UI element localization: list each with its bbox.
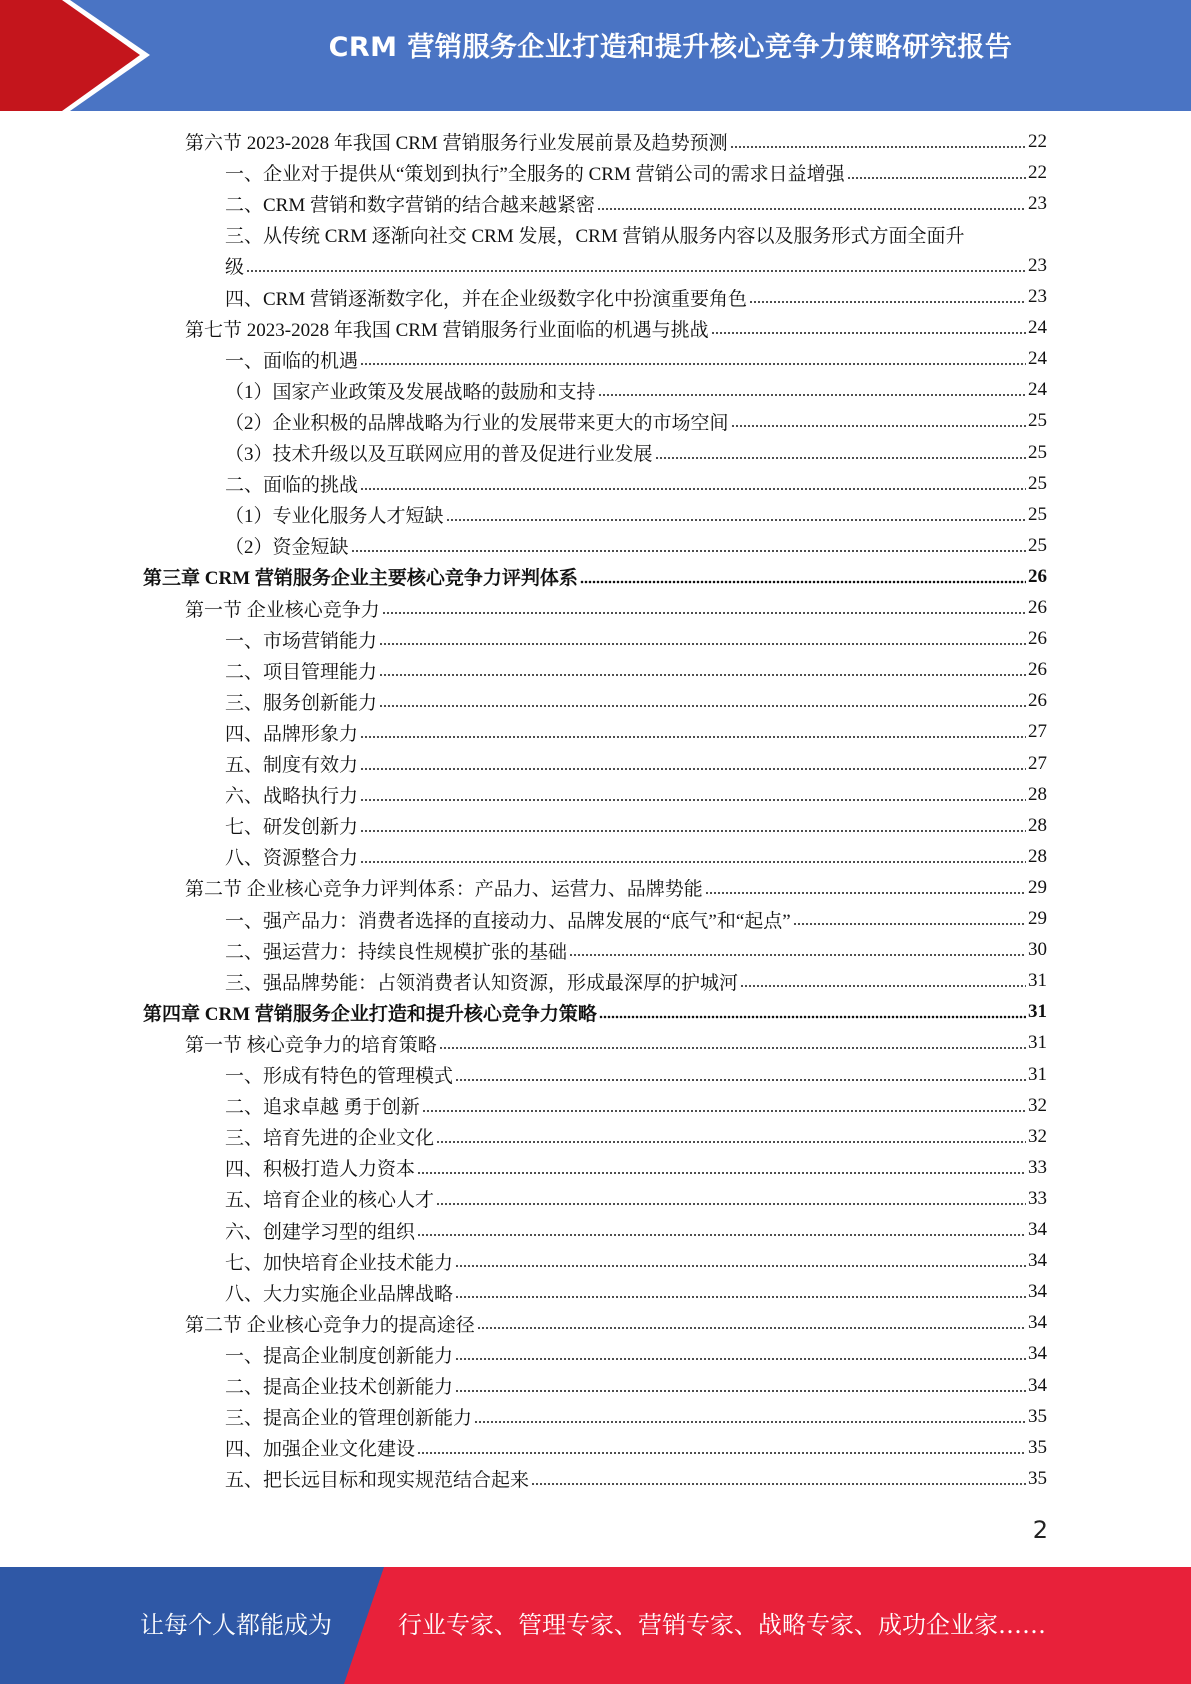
toc-entry-label: 二、提高企业技术创新能力 — [225, 1377, 454, 1398]
toc-entry-page: 25 — [1028, 441, 1047, 463]
toc-entry-page: 29 — [1028, 876, 1047, 898]
toc-entry — [225, 624, 1047, 655]
toc-entry-page: 31 — [1028, 1032, 1047, 1054]
toc-entry-page: 23 — [1028, 254, 1047, 276]
toc-dot-leader — [711, 329, 1026, 337]
toc-entry-label: 二、面临的挑战 — [225, 475, 359, 497]
toc-dot-leader — [360, 360, 1026, 368]
toc-entry — [225, 344, 1047, 375]
toc-dot-leader — [474, 1418, 1026, 1426]
toc-dot-leader — [417, 1449, 1026, 1457]
toc-dot-leader — [477, 1324, 1026, 1332]
toc-entry-label: 第三章 CRM 营销服务企业主要核心竞争力评判体系 — [143, 568, 578, 590]
toc-entry-page: 33 — [1028, 1156, 1047, 1178]
toc-entry — [225, 219, 1047, 250]
toc-entry-page: 28 — [1028, 814, 1047, 836]
toc-entry — [225, 810, 1047, 841]
toc-entry-page: 35 — [1028, 1405, 1047, 1427]
toc-entry-label: 七、加快培育企业技术能力 — [225, 1252, 454, 1274]
toc-entry — [225, 375, 1047, 406]
toc-entry-page: 32 — [1028, 1125, 1047, 1147]
toc-dot-leader — [597, 205, 1026, 213]
toc-dot-leader — [436, 1138, 1026, 1146]
toc-entry-label: 二、追求卓越 勇于创新 — [225, 1097, 420, 1119]
toc-dot-leader — [455, 1355, 1026, 1363]
toc-dot-leader — [740, 982, 1026, 990]
toc-dot-leader — [847, 174, 1026, 182]
toc-dot-leader — [569, 951, 1026, 959]
toc-entry-label: 四、积极打造人力资本 — [225, 1159, 416, 1181]
toc-entry-page: 35 — [1028, 1467, 1047, 1489]
toc-entry-page: 33 — [1028, 1187, 1047, 1209]
toc-dot-leader — [580, 578, 1026, 586]
toc-entry-page: 27 — [1028, 721, 1047, 743]
toc-entry — [225, 935, 1047, 966]
toc-entry — [225, 250, 1047, 281]
toc-entry — [225, 1432, 1047, 1463]
toc-entry — [225, 1401, 1047, 1432]
toc-entry-label: 五、培育企业的核心人才 — [225, 1190, 435, 1212]
toc-entry-label: 第一节 核心竞争力的培育策略 — [185, 1034, 437, 1056]
toc-dot-leader — [351, 547, 1026, 555]
toc-dot-leader — [655, 454, 1026, 462]
toc-dot-leader — [360, 858, 1026, 866]
toc-entry — [225, 779, 1047, 810]
toc-chapter-entry — [143, 997, 1047, 1028]
toc-entry-page: 25 — [1028, 472, 1047, 494]
toc-entry — [225, 1339, 1047, 1370]
toc-entry-label: 三、提高企业的管理创新能力 — [225, 1408, 473, 1430]
toc-chapter-entry — [143, 561, 1047, 592]
toc-entry-label: 第二节 企业核心竞争力的提高途径 — [185, 1314, 475, 1336]
toc-entry-page: 27 — [1028, 752, 1047, 774]
toc-entry — [225, 655, 1047, 686]
toc-entry-page: 22 — [1028, 161, 1047, 183]
toc-dot-leader — [379, 702, 1026, 710]
toc-dot-leader — [455, 1076, 1026, 1084]
toc-entry-label: 六、创建学习型的组织 — [225, 1221, 416, 1243]
toc-entry — [225, 1463, 1047, 1494]
toc-dot-leader — [436, 1200, 1026, 1208]
toc-entry-label: （2）资金短缺 — [225, 537, 349, 559]
toc-entry — [225, 841, 1047, 872]
toc-entry-page: 26 — [1028, 628, 1047, 650]
toc-entry-page: 25 — [1028, 503, 1047, 525]
toc-dot-leader — [422, 1107, 1026, 1115]
toc-entry — [225, 468, 1047, 499]
toc-entry — [225, 717, 1047, 748]
toc-entry-label: 八、资源整合力 — [225, 848, 359, 870]
toc-entry-label: 第四章 CRM 营销服务企业打造和提升核心竞争力策略 — [143, 1003, 597, 1025]
toc-entry — [185, 126, 1047, 157]
toc-dot-leader — [730, 143, 1026, 151]
toc-entry-label: （1）专业化服务人才短缺 — [225, 506, 444, 528]
page-number: 2 — [1032, 1516, 1048, 1544]
toc-entry-label: （1）国家产业政策及发展战略的鼓励和支持 — [225, 381, 596, 403]
toc-entry-label: 二、强运营力：持续良性规模扩张的基础 — [225, 941, 568, 963]
toc-entry-label: 第二节 企业核心竞争力评判体系：产品力、运营力、品牌势能 — [185, 879, 703, 901]
toc-entry-label: 第六节 2023-2028 年我国 CRM 营销服务行业发展前景及趋势预测 — [185, 133, 728, 154]
toc-dot-leader — [455, 1293, 1026, 1301]
toc-entry-page: 32 — [1028, 1094, 1047, 1116]
toc-entry-page: 31 — [1028, 1001, 1047, 1023]
toc-entry — [225, 282, 1047, 313]
toc-entry-page: 31 — [1028, 970, 1047, 992]
toc-entry — [225, 686, 1047, 717]
toc-entry-page: 26 — [1028, 659, 1047, 681]
toc-entry-label: 一、提高企业制度创新能力 — [225, 1345, 454, 1367]
toc-dot-leader — [599, 1013, 1026, 1021]
toc-entry — [225, 157, 1047, 188]
toc-entry-page: 28 — [1028, 783, 1047, 805]
toc-entry — [225, 437, 1047, 468]
toc-entry-label: 级 — [225, 257, 245, 279]
toc-entry-page: 31 — [1028, 1063, 1047, 1085]
toc-entry-page: 26 — [1028, 565, 1047, 587]
toc-entry-page: 34 — [1028, 1343, 1047, 1365]
toc-entry — [225, 1059, 1047, 1090]
toc-entry — [225, 499, 1047, 530]
toc-entry-page: 35 — [1028, 1436, 1047, 1458]
toc-dot-leader — [439, 1044, 1026, 1052]
toc-entry — [225, 1277, 1047, 1308]
toc-entry-page: 34 — [1028, 1312, 1047, 1334]
toc-dot-leader — [455, 1387, 1026, 1395]
toc-entry — [185, 872, 1047, 903]
toc-dot-leader — [360, 485, 1026, 493]
toc-entry-label: 二、项目管理能力 — [225, 661, 378, 683]
toc-entry — [225, 1152, 1047, 1183]
toc-entry — [185, 593, 1047, 624]
toc-entry-page: 30 — [1028, 939, 1047, 961]
toc-dot-leader — [446, 516, 1026, 524]
toc-entry-label: 五、把长远目标和现实规范结合起来 — [225, 1470, 530, 1492]
toc-entry-page: 25 — [1028, 410, 1047, 432]
toc-dot-leader — [360, 827, 1026, 835]
toc-entry — [225, 1183, 1047, 1214]
toc-dot-leader — [360, 796, 1026, 804]
footer-slogan-left: 让每个人都能成为 — [140, 1611, 332, 1639]
toc-entry — [225, 904, 1047, 935]
toc-entry-label: 三、培育先进的企业文化 — [225, 1128, 435, 1150]
toc-entry — [225, 188, 1047, 219]
toc-dot-leader — [598, 391, 1026, 399]
toc-entry-page: 24 — [1028, 379, 1047, 401]
toc-dot-leader — [455, 1262, 1026, 1270]
toc-entry-label: 一、形成有特色的管理模式 — [225, 1066, 454, 1087]
toc-dot-leader — [246, 267, 1026, 275]
toc-dot-leader — [379, 640, 1026, 648]
toc-entry-page: 28 — [1028, 845, 1047, 867]
toc-entry-label: 三、从传统 CRM 逐渐向社交 CRM 发展，CRM 营销从服务内容以及服务形式方面全面升 — [225, 226, 965, 248]
toc-entry-page: 24 — [1028, 317, 1047, 339]
toc-entry-page: 24 — [1028, 348, 1047, 370]
report-title: CRM 营销服务企业打造和提升核心竞争力策略研究报告 — [328, 32, 1013, 63]
toc-entry — [225, 748, 1047, 779]
toc-entry-page: 23 — [1028, 286, 1047, 307]
toc-entry-page: 34 — [1028, 1219, 1047, 1240]
toc-entry-page: 34 — [1028, 1250, 1047, 1272]
toc-entry-page: 25 — [1028, 534, 1047, 556]
toc-entry-label: （3）技术升级以及互联网应用的普及促进行业发展 — [225, 444, 653, 465]
toc-dot-leader — [731, 422, 1026, 430]
toc-entry — [225, 966, 1047, 997]
toc-dot-leader — [360, 765, 1026, 773]
header-arrow-decoration — [0, 0, 160, 111]
footer-slogan-right: 行业专家、管理专家、营销专家、战略专家、成功企业家…… — [398, 1611, 1046, 1639]
toc-dot-leader — [417, 1169, 1026, 1177]
toc-dot-leader — [531, 1480, 1026, 1488]
toc-entry-label: 一、面临的机遇 — [225, 350, 359, 372]
toc-entry-page: 29 — [1028, 908, 1047, 929]
toc-entry-label: 一、市场营销能力 — [225, 630, 378, 652]
toc-entry-label: 八、大力实施企业品牌战略 — [225, 1283, 454, 1305]
toc-entry-label: 六、战略执行力 — [225, 786, 359, 808]
toc-entry-label: 五、制度有效力 — [225, 755, 359, 776]
toc-entry — [225, 1090, 1047, 1121]
toc-entry-label: 第七节 2023-2028 年我国 CRM 营销服务行业面临的机遇与挑战 — [185, 319, 709, 341]
toc-entry — [225, 1215, 1047, 1246]
toc-entry-page: 22 — [1028, 130, 1047, 152]
toc-entry-label: 一、企业对于提供从“策划到执行”全服务的 CRM 营销公司的需求日益增强 — [225, 164, 845, 186]
toc-dot-leader — [382, 609, 1026, 617]
toc-entry — [225, 1121, 1047, 1152]
toc-entry-label: 四、品牌形象力 — [225, 723, 359, 745]
page-header — [0, 0, 1191, 111]
toc-entry-label: 四、加强企业文化建设 — [225, 1439, 416, 1461]
toc-dot-leader — [379, 671, 1026, 679]
toc-entry-label: 七、研发创新力 — [225, 817, 359, 839]
toc-entry-page: 26 — [1028, 690, 1047, 712]
toc-dot-leader — [360, 733, 1026, 741]
toc-entry — [225, 1246, 1047, 1277]
page-footer — [0, 1567, 1191, 1684]
toc-entry-page: 26 — [1028, 597, 1047, 618]
toc-entry-label: 三、服务创新能力 — [225, 692, 378, 714]
toc-entry-label: （2）企业积极的品牌战略为行业的发展带来更大的市场空间 — [225, 412, 729, 434]
toc-entry — [185, 313, 1047, 344]
toc-dot-leader — [749, 298, 1026, 306]
toc-entry — [185, 1028, 1047, 1059]
toc-entry — [185, 1308, 1047, 1339]
toc-entry-label: 一、强产品力：消费者选择的直接动力、品牌发展的“底气”和“起点” — [225, 910, 791, 932]
toc-dot-leader — [705, 889, 1026, 897]
toc-entry-page: 34 — [1028, 1281, 1047, 1303]
toc-entry-label: 四、CRM 营销逐渐数字化，并在企业级数字化中扮演重要角色 — [225, 288, 747, 310]
toc-entry-page: 23 — [1028, 192, 1047, 214]
toc-entry-label: 二、CRM 营销和数字营销的结合越来越紧密 — [225, 195, 595, 217]
toc-entry-label: 第一节 企业核心竞争力 — [185, 599, 380, 621]
toc-entry — [225, 1370, 1047, 1401]
toc-entry — [225, 406, 1047, 437]
toc-entry — [225, 530, 1047, 561]
toc-entry-label: 三、强品牌势能：占领消费者认知资源，形成最深厚的护城河 — [225, 972, 739, 994]
toc-dot-leader — [793, 920, 1026, 928]
toc-dot-leader — [417, 1231, 1026, 1239]
toc-entry-page: 34 — [1028, 1374, 1047, 1396]
